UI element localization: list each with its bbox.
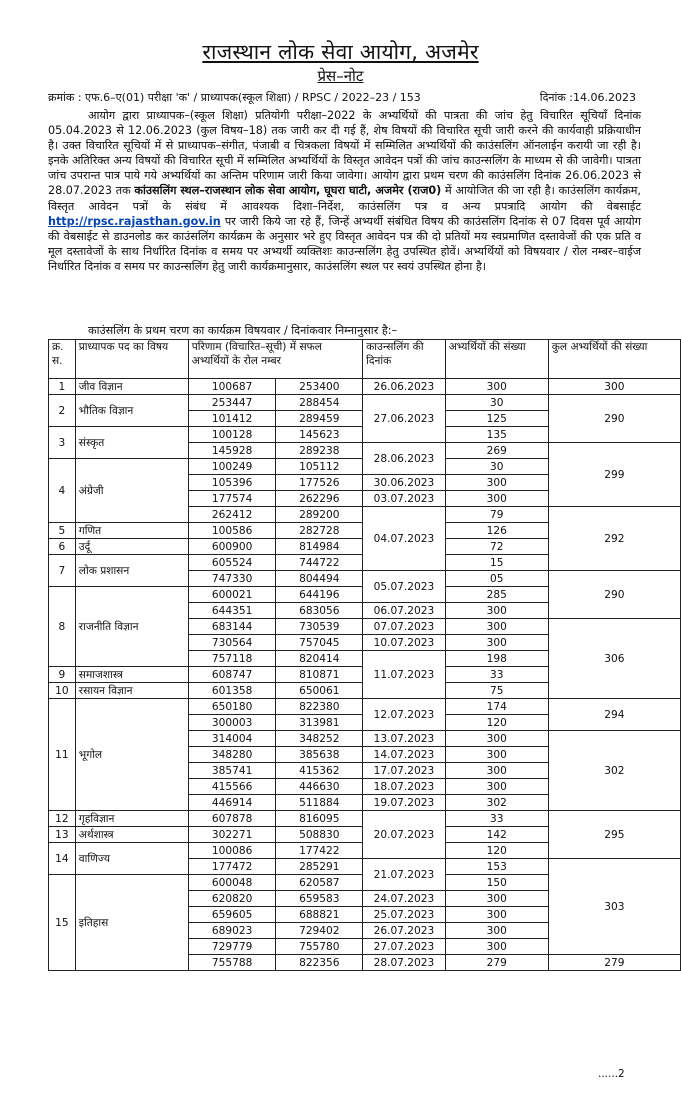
counselling-date: 11.07.2023 [363,651,446,699]
roll-from: 101412 [188,411,276,427]
counselling-schedule-table [48,339,681,971]
notice-text-3: पर जारी किये जा रहे हैं, जिन्हें अभ्यर्थी संबंधित विषय की काउंसलिंग दिनांक से 07 दिवस पूर्व आयोग की वेबसाईट से डाउनलोड कर काउंसलिंग कार्यक्रम के अनुसार भरे हुए विस्तृत आवेदन पत्र की दो प्रतियों मय स्वप्रमाणित दस्तावेजों की एक प्रति व मूल दस्तावेजों के साथ निर्धारित दिनांक व समय पर अभ्यर्थी व्यक्तिशः काउन्सलिंग हेतु उपस्थित होवें। अभ्यर्थियों को विषयवार / रोल नम्बर–वाईज निर्धारित दिनांक व समय पर काउन्सलिंग हेतु जारी कार्यक्रमानुसार, काउंसलिंग स्थल पर स्वयं उपस्थित होना है। [48,214,641,273]
roll-from: 607878 [188,811,276,827]
roll-to: 348252 [276,731,363,747]
roll-from: 608747 [188,667,276,683]
candidate-count: 300 [445,939,548,955]
roll-to: 744722 [276,555,363,571]
total-candidates: 302 [548,731,680,811]
counselling-date: 13.07.2023 [363,731,446,747]
candidate-count: 05 [445,571,548,587]
roll-to: 688821 [276,907,363,923]
rpsc-website-link[interactable]: http://rpsc.rajasthan.gov.in [48,214,221,228]
candidate-count: 300 [445,475,548,491]
candidate-count: 120 [445,843,548,859]
serial-number: 9 [49,667,76,683]
candidate-count: 300 [445,635,548,651]
candidate-count: 15 [445,555,548,571]
total-candidates: 290 [548,571,680,619]
roll-from: 177472 [188,859,276,875]
counselling-date: 25.07.2023 [363,907,446,923]
counselling-date: 12.07.2023 [363,699,446,731]
roll-to: 644196 [276,587,363,603]
notice-text-2: में आयोजित की जा रही है। काउंसलिंग कार्यक्रम, विस्तृत आवेदन पत्रों के संबंध में आवश्यक दिशा–निर्देश, काउंसलिंग पत्र व अन्य प्रपत्रादि आयोग की वेबसाईट [48,184,641,213]
counselling-date: 07.07.2023 [363,619,446,635]
roll-to: 755780 [276,939,363,955]
roll-to: 511884 [276,795,363,811]
roll-from: 385741 [188,763,276,779]
total-candidates: 279 [548,955,680,971]
candidate-count: 153 [445,859,548,875]
issue-date: दिनांक :14.06.2023 [539,91,636,104]
roll-to: 446630 [276,779,363,795]
counselling-date: 19.07.2023 [363,795,446,811]
roll-to: 262296 [276,491,363,507]
schedule-body [49,379,681,971]
candidate-count: 174 [445,699,548,715]
roll-from: 683144 [188,619,276,635]
roll-from: 600021 [188,587,276,603]
roll-from: 755788 [188,955,276,971]
table-row [49,379,681,395]
roll-from: 659605 [188,907,276,923]
counselling-date: 05.07.2023 [363,571,446,603]
candidate-count: 142 [445,827,548,843]
counselling-date: 28.06.2023 [363,443,446,475]
subject-name: अर्थशास्त्र [75,827,188,843]
serial-number: 13 [49,827,76,843]
counselling-date: 18.07.2023 [363,779,446,795]
roll-from: 302271 [188,827,276,843]
roll-to: 822380 [276,699,363,715]
total-candidates: 294 [548,699,680,731]
roll-to: 385638 [276,747,363,763]
notice-text-1: आयोग द्वारा प्राध्यापक–(स्कूल शिक्षा) प्रतियोगी परीक्षा–2022 के अभ्यर्थियों की पात्रता की जांच हेतु विचारित सूचियाँ दिनांक 05.04.2023 से 12.06.2023 (कुल विषय–18) तक जारी कर दी गई हैं, शेष विषयों की विचारित सूची जारी करने की कार्यवाही प्रक्रियाधीन है। उक्त विचारित सूचियों में से प्राध्यापक–संगीत, पंजाबी व चित्रकला विषयों में सम्मिलित अभ्यर्थियों की काउंसलिंग ऑनलाईन करायी जा रही है। इनके अतिरिक्त अन्य विषयों की विचारित सूची में सम्मिलित अभ्यर्थियों के विस्तृत आवेदन पत्रों की जांच काउन्सलिंग के माध्यम से की जावेगी। पात्रता जांच उपरान्त पात्र पाये गये अभ्यर्थियों का अन्तिम परिणाम जारी किया जावेगा। आयोग द्वारा प्रथम चरण की काउंसलिंग दिनांक 26.06.2023 से 28.07.2023 तक [48,109,641,198]
candidate-count: 135 [445,427,548,443]
candidate-count: 300 [445,907,548,923]
counselling-date: 10.07.2023 [363,635,446,651]
roll-from: 100687 [188,379,276,395]
table-header-row [49,340,681,379]
roll-from: 757118 [188,651,276,667]
serial-number: 15 [49,875,76,971]
total-candidates: 295 [548,811,680,859]
roll-to: 620587 [276,875,363,891]
roll-to: 288454 [276,395,363,411]
candidate-count: 285 [445,587,548,603]
roll-to: 810871 [276,667,363,683]
candidate-count: 300 [445,491,548,507]
subject-name: समाजशास्त्र [75,667,188,683]
subject-name: जीव विज्ञान [75,379,188,395]
roll-to: 822356 [276,955,363,971]
reference-number: क्रमांक : एफ.6–ए(01) परीक्षा 'क' / प्राध्यापक(स्कूल शिक्षा) / RPSC / 2022–23 / 153 [48,91,421,104]
counselling-venue: कांउसलिंग स्थल–राजस्थान लोक सेवा आयोग, घूघरा घाटी, अजमेर (राज0) [134,184,442,198]
serial-number: 1 [49,379,76,395]
roll-from: 689023 [188,923,276,939]
candidate-count: 72 [445,539,548,555]
roll-to: 289238 [276,443,363,459]
roll-from: 177574 [188,491,276,507]
counselling-date: 04.07.2023 [363,507,446,571]
counselling-date: 27.06.2023 [363,395,446,443]
roll-to: 313981 [276,715,363,731]
roll-to: 729402 [276,923,363,939]
roll-to: 816095 [276,811,363,827]
roll-from: 300003 [188,715,276,731]
candidate-count: 279 [445,955,548,971]
subject-name: उर्दू [75,539,188,555]
candidate-count: 120 [445,715,548,731]
serial-number: 8 [49,587,76,667]
candidate-count: 300 [445,731,548,747]
subject-name: अंग्रेजी [75,459,188,523]
candidate-count: 30 [445,459,548,475]
roll-from: 105396 [188,475,276,491]
candidate-count: 126 [445,523,548,539]
header-subject: प्राध्यापक पद का विषय [75,340,188,379]
table-row [49,811,681,827]
candidate-count: 33 [445,811,548,827]
subject-name: गणित [75,523,188,539]
roll-from: 314004 [188,731,276,747]
roll-to: 289200 [276,507,363,523]
roll-from: 100249 [188,459,276,475]
roll-from: 650180 [188,699,276,715]
counselling-date: 30.06.2023 [363,475,446,491]
counselling-date: 06.07.2023 [363,603,446,619]
candidate-count: 300 [445,619,548,635]
counselling-date: 26.07.2023 [363,923,446,939]
roll-from: 644351 [188,603,276,619]
roll-to: 757045 [276,635,363,651]
schedule-intro: काउंसलिंग के प्रथम चरण का कार्यक्रम विषयवार / दिनांकवार निम्नानुसार है:– [88,324,398,337]
roll-to: 650061 [276,683,363,699]
notice-body [48,108,641,274]
roll-to: 289459 [276,411,363,427]
serial-number: 2 [49,395,76,427]
table-row [49,395,681,411]
subject-name: राजनीति विज्ञान [75,587,188,667]
roll-from: 730564 [188,635,276,651]
subject-name: इतिहास [75,875,188,971]
roll-to: 177526 [276,475,363,491]
candidate-count: 300 [445,747,548,763]
roll-from: 415566 [188,779,276,795]
counselling-date: 03.07.2023 [363,491,446,507]
roll-from: 100586 [188,523,276,539]
serial-number: 6 [49,539,76,555]
page-continuation: ......2 [598,1068,625,1080]
header-roll-numbers: परिणाम (विचारित–सूची) में सफल अभ्यर्थियों के रोल नम्बर [188,340,362,379]
roll-from: 747330 [188,571,276,587]
roll-from: 605524 [188,555,276,571]
roll-from: 348280 [188,747,276,763]
counselling-date: 24.07.2023 [363,891,446,907]
counselling-date: 20.07.2023 [363,811,446,859]
subject-name: भौतिक विज्ञान [75,395,188,427]
roll-from: 620820 [188,891,276,907]
candidate-count: 300 [445,891,548,907]
press-note-heading: प्रेस–नोट [317,67,364,85]
roll-from: 729779 [188,939,276,955]
roll-from: 253447 [188,395,276,411]
roll-from: 100086 [188,843,276,859]
candidate-count: 33 [445,667,548,683]
roll-from: 262412 [188,507,276,523]
counselling-date: 28.07.2023 [363,955,446,971]
total-candidates: 300 [548,379,680,395]
reference-line [48,90,638,105]
roll-to: 683056 [276,603,363,619]
roll-to: 105112 [276,459,363,475]
counselling-date: 17.07.2023 [363,763,446,779]
subject-name: संस्कृत [75,427,188,459]
serial-number: 7 [49,555,76,587]
total-candidates: 299 [548,443,680,507]
roll-to: 730539 [276,619,363,635]
header-candidate-count: अभ्यर्थियों की संख्या [445,340,548,379]
subject-name: रसायन विज्ञान [75,683,188,699]
candidate-count: 75 [445,683,548,699]
candidate-count: 300 [445,379,548,395]
header-total-candidates: कुल अभ्यर्थियों की संख्या [548,340,680,379]
subject-name: लोक प्रशासन [75,555,188,587]
roll-to: 415362 [276,763,363,779]
table-row [49,699,681,715]
candidate-count: 30 [445,395,548,411]
roll-to: 659583 [276,891,363,907]
serial-number: 11 [49,699,76,811]
candidate-count: 150 [445,875,548,891]
candidate-count: 300 [445,923,548,939]
serial-number: 12 [49,811,76,827]
candidate-count: 269 [445,443,548,459]
commission-title: राजस्थान लोक सेवा आयोग, अजमेर [202,40,479,64]
total-candidates: 290 [548,395,680,443]
roll-from: 601358 [188,683,276,699]
candidate-count: 302 [445,795,548,811]
total-candidates: 303 [548,859,680,955]
header-counselling-date: काउन्सलिंग की दिनांक [363,340,446,379]
counselling-date: 14.07.2023 [363,747,446,763]
roll-to: 508830 [276,827,363,843]
total-candidates: 292 [548,507,680,571]
header-serial: क्र. स. [49,340,76,379]
notice-paragraph [48,108,641,274]
total-candidates: 306 [548,619,680,699]
counselling-date: 26.06.2023 [363,379,446,395]
subject-name: भूगोल [75,699,188,811]
candidate-count: 198 [445,651,548,667]
roll-from: 100128 [188,427,276,443]
candidate-count: 79 [445,507,548,523]
roll-from: 600900 [188,539,276,555]
roll-from: 446914 [188,795,276,811]
candidate-count: 300 [445,603,548,619]
roll-to: 804494 [276,571,363,587]
roll-to: 282728 [276,523,363,539]
candidate-count: 300 [445,779,548,795]
serial-number: 10 [49,683,76,699]
serial-number: 5 [49,523,76,539]
candidate-count: 125 [445,411,548,427]
roll-to: 145623 [276,427,363,443]
counselling-date: 21.07.2023 [363,859,446,891]
roll-to: 177422 [276,843,363,859]
counselling-date: 27.07.2023 [363,939,446,955]
roll-from: 145928 [188,443,276,459]
roll-to: 285291 [276,859,363,875]
serial-number: 14 [49,843,76,875]
roll-to: 253400 [276,379,363,395]
roll-from: 600048 [188,875,276,891]
serial-number: 3 [49,427,76,459]
serial-number: 4 [49,459,76,523]
subject-name: वाणिज्य [75,843,188,875]
candidate-count: 300 [445,763,548,779]
roll-to: 814984 [276,539,363,555]
roll-to: 820414 [276,651,363,667]
subject-name: गृहविज्ञान [75,811,188,827]
